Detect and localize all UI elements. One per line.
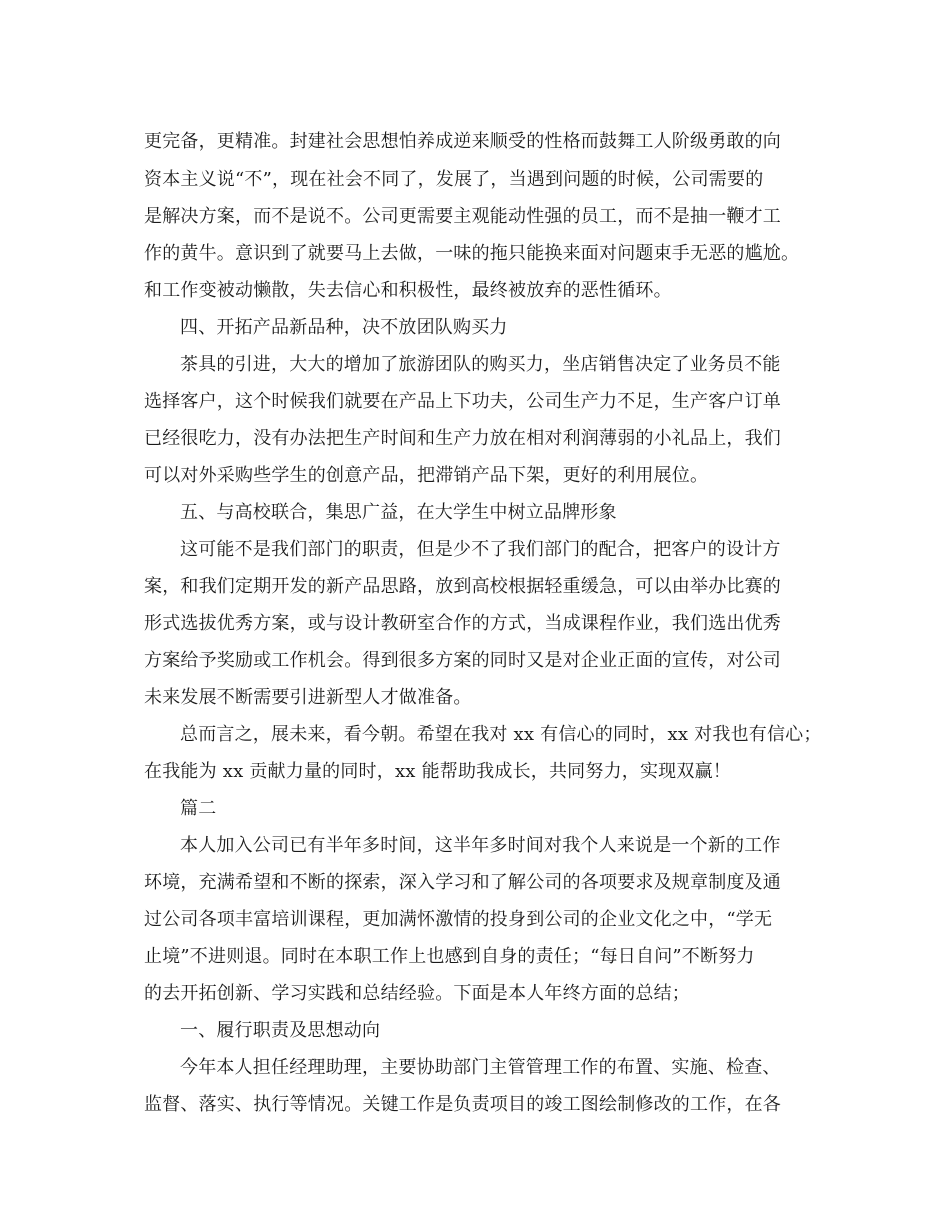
text-line: 方案给予奖励或工作机会。得到很多方案的同时又是对企业正面的宣传，对公司 (144, 650, 781, 671)
text-line: 茶具的引进，大大的增加了旅游团队的购买力，坐店销售决定了业务员不能 (180, 354, 781, 375)
text-line: 在我能为 xx 贡献力量的同时，xx 能帮助我成长，共同努力，实现双赢！ (144, 761, 731, 782)
text-line: 今年本人担任经理助理，主要协助部门主管管理工作的布置、实施、检查、 (180, 1057, 781, 1078)
text-line: 案，和我们定期开发的新产品思路，放到高校根据轻重缓急，可以由举办比赛的 (144, 576, 781, 597)
text-line: 止境”不进则退。同时在本职工作上也感到自身的责任；“每日自问”不断努力 (144, 946, 755, 967)
text-line: 这可能不是我们部门的职责，但是少不了我们部门的配合，把客户的设计方 (180, 539, 781, 560)
text-line: 环境，充满希望和不断的探索，深入学习和了解公司的各项要求及规章制度及通 (144, 872, 781, 893)
text-line: 过公司各项丰富培训课程，更加满怀激情的投身到公司的企业文化之中，“学无 (144, 909, 773, 930)
text-line: 选择客户，这个时候我们就要在产品上下功夫，公司生产力不足，生产客户订单 (144, 391, 781, 412)
text-line: 的去开拓创新、学习实践和总结经验。下面是本人年终方面的总结； (144, 983, 690, 1004)
text-line: 作的黄牛。意识到了就要马上去做，一味的拖只能换来面对问题束手无恶的尴尬。 (144, 243, 800, 264)
text-line: 已经很吃力，没有办法把生产时间和生产力放在相对利润薄弱的小礼品上，我们 (144, 428, 781, 449)
text-line: 本人加入公司已有半年多时间，这半年多时间对我个人来说是一个新的工作 (180, 835, 781, 856)
section-heading: 四、开拓产品新品种，决不放团队购买力 (180, 317, 508, 338)
text-line: 未来发展不断需要引进新型人才做准备。 (144, 687, 472, 708)
text-line: 可以对外采购些学生的创意产品，把滞销产品下架，更好的利用展位。 (144, 465, 709, 486)
text-line: 和工作变被动懒散，失去信心和积极性，最终被放弃的恶性循环。 (144, 280, 672, 301)
text-line: 形式选拔优秀方案，或与设计教研室合作的方式，当成课程作业，我们选出优秀 (144, 613, 781, 634)
section-heading: 篇二 (180, 798, 217, 819)
text-line: 是解决方案，而不是说不。公司更需要主观能动性强的员工，而不是抽一鞭才工 (144, 206, 781, 227)
text-line: 总而言之，展未来，看今朝。希望在我对 xx 有信心的同时，xx 对我也有信心； (180, 724, 822, 745)
section-heading: 一、履行职责及思想动向 (180, 1020, 381, 1041)
text-line: 更完备，更精准。封建社会思想怕养成逆来顺受的性格而鼓舞工人阶级勇敢的向 (144, 131, 781, 152)
section-heading: 五、与高校联合，集思广益，在大学生中树立品牌形象 (180, 502, 617, 523)
text-line: 资本主义说“不”，现在社会不同了，发展了，当遇到问题的时候，公司需要的 (144, 169, 764, 190)
text-line: 监督、落实、执行等情况。关键工作是负责项目的竣工图绘制修改的工作，在各 (144, 1094, 781, 1115)
